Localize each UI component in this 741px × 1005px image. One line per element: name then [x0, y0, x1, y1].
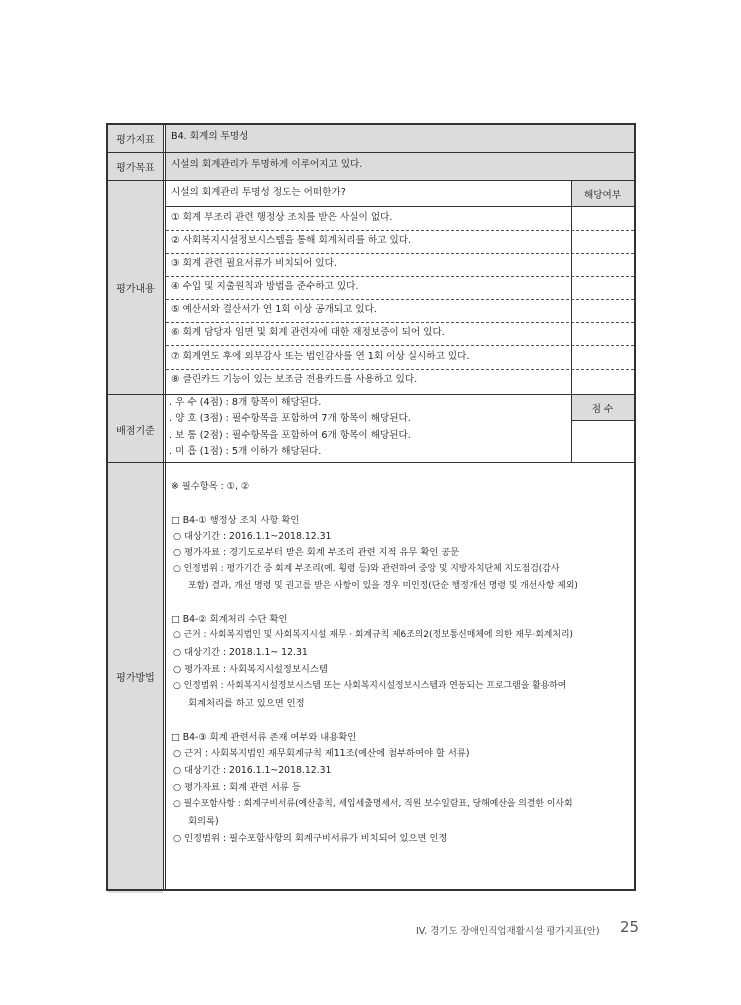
required-items-note: ※ 필수항목 : ①, ② [171, 481, 250, 492]
method-line: 포함) 결과, 개선 명령 및 권고를 받은 사항이 있을 경우 미인정(단순 행정개선 명령 및 개선사항 제외) [188, 581, 578, 591]
item-divider [166, 276, 634, 277]
label-divider-2 [165, 123, 166, 891]
row-divider-2 [106, 180, 636, 181]
content-label: 평가내용 [116, 284, 155, 295]
table-left-border [106, 123, 108, 891]
method-section-title: □ B4-② 회계처리 수단 확인 [171, 614, 288, 625]
scoring-line: . 미 흡 (1점) : 5개 이하가 해당된다. [169, 446, 322, 457]
content-item: ③ 회계 관련 필요서류가 비치되어 있다. [171, 258, 337, 269]
table-bottom-border [106, 889, 636, 891]
row-divider-4 [106, 462, 636, 463]
item-divider [166, 369, 634, 370]
method-line: ○ 인정범위 : 평가기간 중 회계 부조리(예. 횡령 등)와 관련하여 중앙 및 지방자치단체 지도점검(감사 [173, 564, 560, 574]
applicable-header: 해당여부 [583, 190, 622, 201]
method-line: ○ 근거 : 사회복지법인 및 사회복지시설 재무 · 회계규칙 제6조의2(정보통신매체에 의한 재무·회계처리) [173, 630, 573, 640]
method-line: ○ 근거 : 사회복지법인 재무회계규칙 제11조(예산에 첨부하여야 할 서류) [173, 748, 470, 759]
method-line: ○ 평가자료 : 경기도로부터 받은 회계 부조리 관련 지적 유무 확인 공문 [173, 547, 460, 558]
method-label: 평가방법 [116, 673, 155, 684]
method-line: ○ 대상기간 : 2016.1.1~2018.12.31 [173, 765, 332, 776]
method-line: ○ 평가자료 : 사회복지시설정보시스템 [173, 664, 328, 675]
method-line: ○ 대상기간 : 2018.1.1~ 12.31 [173, 647, 308, 658]
indicator-label: 평가지표 [116, 135, 155, 146]
scoring-label: 배점기준 [116, 426, 155, 437]
method-line: ○ 대상기간 : 2016.1.1~2018.12.31 [173, 531, 332, 542]
question-row-divider [166, 206, 636, 207]
scoring-line: . 양 호 (3점) : 필수항목을 포함하여 7개 항목이 해당된다. [169, 413, 411, 424]
method-line: ○ 인정범위 : 사회복지시설정보시스템 또는 사회복지시설정보시스템과 연동되는 프로그램을 활용하여 [173, 681, 567, 691]
score-header-divider [571, 420, 636, 421]
table-right-border [634, 123, 636, 891]
goal-value: 시설의 회계관리가 투명하게 이루어지고 있다. [171, 159, 363, 170]
indicator-value: B4. 회계의 투명성 [171, 131, 249, 142]
method-line: ○ 필수포함사항 : 회계구비서류(예산총칙, 세입세출명세서, 직원 보수일람표, 당해예산을 의결한 이사회 [173, 799, 573, 809]
method-section-title: □ B4-③ 회계 관련서류 존재 여부와 내용확인 [171, 732, 357, 743]
content-item: ⑧ 클린카드 기능이 있는 보조금 전용카드를 사용하고 있다. [171, 374, 418, 385]
content-item: ⑦ 회계연도 후에 외부감사 또는 법인감사를 연 1회 이상 실시하고 있다. [171, 351, 470, 362]
item-divider [166, 322, 634, 323]
method-line: ○ 인정범위 : 필수포함사항의 회계구비서류가 비치되어 있으면 인정 [173, 833, 448, 844]
table-top-border [106, 123, 636, 125]
content-question: 시설의 회계관리 투명성 정도는 어떠한가? [171, 187, 346, 198]
goal-label: 평가목표 [116, 163, 155, 174]
content-item: ⑤ 예산서와 결산서가 연 1회 이상 공개되고 있다. [171, 304, 377, 315]
score-header: 점 수 [591, 404, 614, 415]
item-divider [166, 253, 634, 254]
scoring-line: . 보 통 (2점) : 필수항목을 포함하여 6개 항목이 해당된다. [169, 430, 411, 441]
method-section-title: □ B4-① 행정상 조치 사항 확인 [171, 515, 300, 526]
content-item: ④ 수입 및 지출원칙과 방법을 준수하고 있다. [171, 281, 359, 292]
footer-text: IV. 경기도 장애인직업재활시설 평가지표(안) [416, 926, 600, 937]
content-item: ⑥ 회계 담당자 임면 및 회계 관련자에 대한 재정보증이 되어 있다. [171, 327, 445, 338]
method-line: 회의록) [188, 816, 219, 827]
content-item: ① 회계 부조리 관련 행정상 조치를 받은 사실이 없다. [171, 212, 393, 223]
page-number: 25 [620, 918, 640, 936]
content-item: ② 사회복지시설정보시스템을 통해 회계처리를 하고 있다. [171, 235, 412, 246]
method-line: ○ 평가자료 : 회계 관련 서류 등 [173, 782, 301, 793]
item-divider [166, 230, 634, 231]
scoring-line: . 우 수 (4점) : 8개 항목이 해당된다. [169, 397, 322, 408]
item-divider [166, 299, 634, 300]
label-divider-1 [163, 123, 164, 891]
method-line: 회계처리를 하고 있으면 인정 [188, 698, 305, 709]
row-divider-1 [106, 152, 636, 153]
item-divider [166, 345, 634, 346]
